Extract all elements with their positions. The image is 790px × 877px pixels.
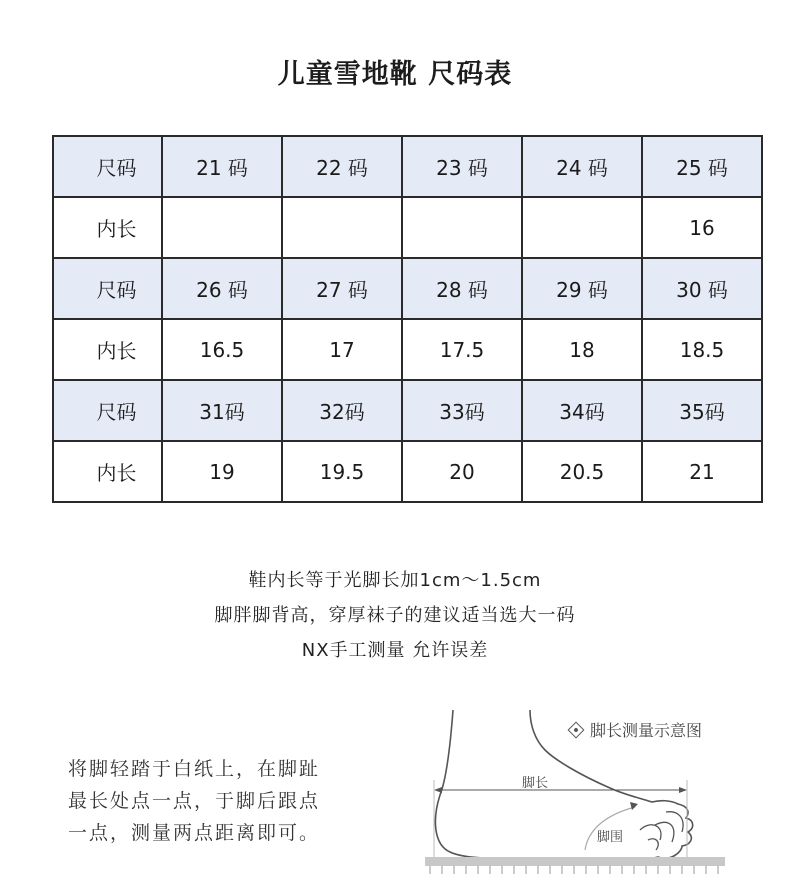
size-cell: 30 码 bbox=[642, 258, 762, 319]
note-line: 鞋内长等于光脚长加1cm～1.5cm bbox=[248, 570, 542, 591]
size-cell: 25 码 bbox=[642, 136, 762, 197]
length-cell: 16 bbox=[642, 197, 762, 258]
size-row bbox=[53, 136, 762, 197]
size-cell: 31码 bbox=[162, 380, 282, 441]
length-cell: 18.5 bbox=[642, 319, 762, 380]
note-line: 脚胖脚背高，穿厚袜子的建议适当选大一码 bbox=[214, 605, 576, 626]
length-cell bbox=[402, 197, 522, 258]
length-row bbox=[53, 319, 762, 380]
row-label-size: 尺码 bbox=[53, 380, 162, 441]
row-label-length: 内长 bbox=[53, 197, 162, 258]
size-cell: 27 码 bbox=[282, 258, 402, 319]
length-cell: 18 bbox=[522, 319, 642, 380]
length-row bbox=[53, 441, 762, 502]
instruction-line: 最长处点一点，于脚后跟点 bbox=[68, 790, 321, 812]
row-label-length: 内长 bbox=[53, 319, 162, 380]
length-cell: 20 bbox=[402, 441, 522, 502]
size-cell: 26 码 bbox=[162, 258, 282, 319]
measure-instructions bbox=[68, 753, 368, 849]
size-cell: 35码 bbox=[642, 380, 762, 441]
length-cell: 19.5 bbox=[282, 441, 402, 502]
size-cell: 32码 bbox=[282, 380, 402, 441]
row-label-size: 尺码 bbox=[53, 258, 162, 319]
foot-length-label: 脚长 bbox=[522, 776, 549, 791]
note-line: NX手工测量 允许误差 bbox=[301, 640, 489, 661]
length-cell bbox=[162, 197, 282, 258]
size-cell: 22 码 bbox=[282, 136, 402, 197]
length-cell: 16.5 bbox=[162, 319, 282, 380]
length-cell: 21 bbox=[642, 441, 762, 502]
row-label-size: 尺码 bbox=[53, 136, 162, 197]
size-cell: 34码 bbox=[522, 380, 642, 441]
size-cell: 29 码 bbox=[522, 258, 642, 319]
length-cell: 17 bbox=[282, 319, 402, 380]
length-cell: 19 bbox=[162, 441, 282, 502]
page-title: 儿童雪地靴 尺码表 bbox=[277, 59, 513, 90]
foot-outline bbox=[435, 710, 692, 860]
size-cell: 21 码 bbox=[162, 136, 282, 197]
size-cell: 23 码 bbox=[402, 136, 522, 197]
foot-girth-label: 脚围 bbox=[597, 830, 624, 845]
instruction-line: 将脚轻踏于白纸上，在脚趾 bbox=[68, 758, 321, 780]
size-cell: 33码 bbox=[402, 380, 522, 441]
row-label-length: 内长 bbox=[53, 441, 162, 502]
length-cell bbox=[282, 197, 402, 258]
instruction-line: 一点，测量两点距离即可。 bbox=[68, 822, 321, 844]
length-cell: 17.5 bbox=[402, 319, 522, 380]
size-cell: 24 码 bbox=[522, 136, 642, 197]
foot-measure-diagram bbox=[420, 700, 760, 877]
size-row bbox=[53, 380, 762, 441]
size-table bbox=[52, 135, 763, 503]
length-row bbox=[53, 197, 762, 258]
length-cell: 20.5 bbox=[522, 441, 642, 502]
length-cell bbox=[522, 197, 642, 258]
size-cell: 28 码 bbox=[402, 258, 522, 319]
sizing-notes bbox=[0, 563, 790, 668]
diagram-title-text: 脚长测量示意图 bbox=[590, 721, 703, 740]
size-row bbox=[53, 258, 762, 319]
